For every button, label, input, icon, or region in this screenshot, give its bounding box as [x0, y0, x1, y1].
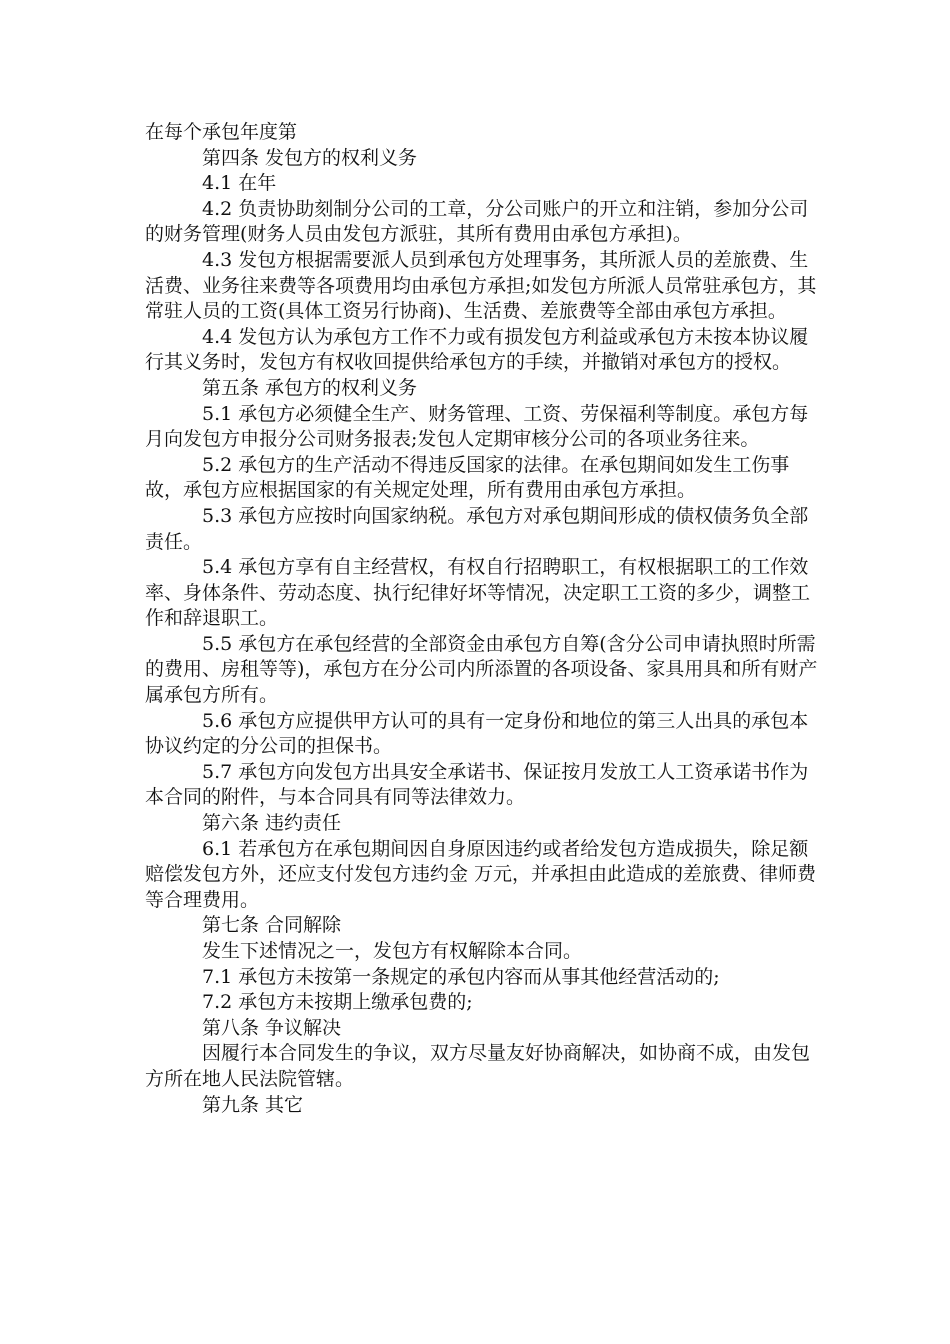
article-5-heading: 第五条 承包方的权利义务 — [202, 376, 418, 399]
clause-6-1: 6.1 若承包方在承包期间因自身原因违约或者给发包方造成损失，除足额赔偿发包方外，还应支付发包方违约金 万元，并承担由此造成的差旅费、律师费等合理费用。 — [145, 837, 817, 911]
clause-4-1: 4.1 在年 — [202, 172, 277, 195]
article-4-heading: 第四条 发包方的权利义务 — [202, 146, 418, 169]
clause-4-4: 4.4 发包方认为承包方工作不力或有损发包方利益或承包方未按本协议履行其义务时，发包方有权收回提供给承包方的手续，并撤销对承包方的授权。 — [145, 325, 809, 374]
clause-5-6: 5.6 承包方应提供甲方认可的具有一定身份和地位的第三人出具的承包本协议约定的分公司的担保书。 — [145, 709, 809, 758]
paragraph-continuation: 在每个承包年度第 — [145, 121, 298, 143]
clause-4-2: 4.2 负责协助刻制分公司的工章，分公司账户的开立和注销，参加分公司的财务管理(财务人员由发包方派驻，其所有费用由承包方承担)。 — [145, 197, 809, 246]
clause-5-1: 5.1 承包方必须健全生产、财务管理、工资、劳保福利等制度。承包方每月向发包方申报分公司财务报表;发包人定期审核分公司的各项业务往来。 — [145, 402, 809, 451]
article-6-heading: 第六条 违约责任 — [202, 812, 342, 835]
article-9-heading: 第九条 其它 — [202, 1093, 304, 1116]
clause-7-intro: 发生下述情况之一，发包方有权解除本合同。 — [202, 940, 583, 962]
clause-5-5: 5.5 承包方在承包经营的全部资金由承包方自筹(含分公司申请执照时所需的费用、房租等等)，承包方在分公司内所添置的各项设备、家具用具和所有财产属承包方所有。 — [145, 632, 818, 707]
clause-8-body: 因履行本合同发生的争议，双方尽量友好协商解决，如协商不成，由发包方所在地人民法院管辖。 — [145, 1042, 811, 1090]
clause-4-3: 4.3 发包方根据需要派人员到承包方处理事务，其所派人员的差旅费、生活费、业务往来费等各项费用均由承包方承担;如发包方所派人员常驻承包方，其常驻人员的工资(具体工资另行协商)、生活费、差旅费等全部由承包方承担。 — [145, 248, 817, 323]
clause-5-4: 5.4 承包方享有自主经营权，有权自行招聘职工，有权根据职工的工作效率、身体条件、劳动态度、执行纪律好坏等情况，决定职工工资的多少，调整工作和辞退职工。 — [145, 556, 811, 630]
clause-5-7: 5.7 承包方向发包方出具安全承诺书、保证按月发放工人工资承诺书作为本合同的附件，与本合同具有同等法律效力。 — [145, 760, 809, 809]
article-7-heading: 第七条 合同解除 — [202, 914, 342, 937]
clause-7-1: 7.1 承包方未按第一条规定的承包内容而从事其他经营活动的; — [202, 965, 720, 988]
article-8-heading: 第八条 争议解决 — [202, 1016, 342, 1039]
clause-7-2: 7.2 承包方未按期上缴承包费的; — [202, 991, 473, 1014]
clause-5-2: 5.2 承包方的生产活动不得违反国家的法律。在承包期间如发生工伤事故，承包方应根据国家的有关规定处理，所有费用由承包方承担。 — [145, 453, 790, 502]
document-page — [145, 120, 825, 1118]
clause-5-3: 5.3 承包方应按时向国家纳税。承包方对承包期间形成的债权债务负全部责任。 — [145, 504, 809, 553]
